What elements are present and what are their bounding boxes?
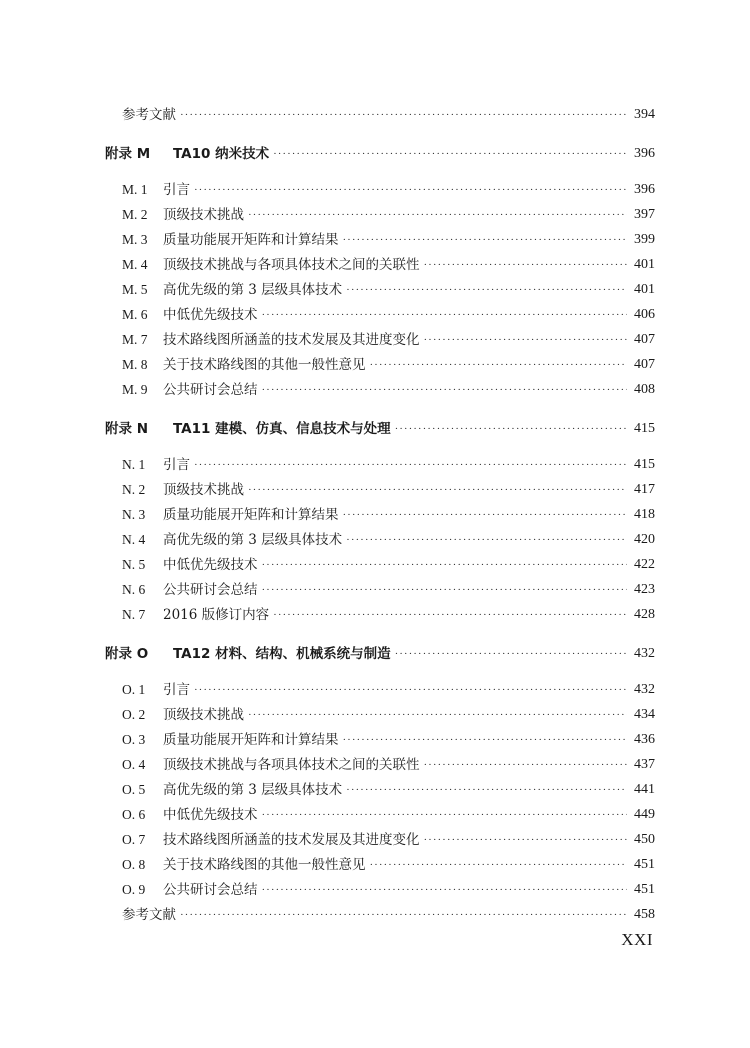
toc-entry-page: 450 — [634, 832, 655, 847]
toc-leader-dots — [346, 278, 627, 302]
toc-entry-title: TA12 材料、结构、机械系统与制造 — [173, 646, 391, 662]
toc-leader-dots — [346, 528, 627, 552]
toc-entry-page: 417 — [634, 482, 655, 497]
toc-entry-page: 406 — [634, 307, 655, 322]
toc-entry-title: 中低优先级技术 — [163, 557, 258, 573]
toc-entry-page: 422 — [634, 557, 655, 572]
toc-section-entry — [122, 328, 655, 352]
toc-leader-dots — [273, 603, 627, 627]
toc-section-entry — [122, 878, 655, 902]
toc-entry-title: 技术路线图所涵盖的技术发展及其进度变化 — [163, 332, 420, 348]
toc-entry-page: 436 — [634, 732, 655, 747]
toc-section-entry — [122, 528, 655, 552]
toc-entry-number: M. 1 — [122, 182, 148, 197]
toc-leader-dots — [343, 228, 628, 252]
toc-entry-page: 396 — [634, 182, 655, 197]
toc-entry-number: O. 5 — [122, 782, 146, 797]
toc-entry-number: 附录 N — [105, 421, 148, 437]
toc-entry-title: 高优先级的第 3 层级具体技术 — [163, 782, 343, 798]
toc-entry-number: M. 2 — [122, 207, 148, 222]
toc-leader-dots — [424, 328, 628, 352]
toc-entry-number: N. 2 — [122, 482, 146, 497]
toc-entry-page: 423 — [634, 582, 655, 597]
toc-entry-title: 质量功能展开矩阵和计算结果 — [163, 732, 339, 748]
toc-references-entry — [122, 903, 655, 927]
toc-entry-title: 公共研讨会总结 — [163, 882, 258, 898]
toc-entry-title: 中低优先级技术 — [163, 807, 258, 823]
toc-chapter-entry — [105, 642, 655, 666]
toc-leader-dots — [262, 878, 628, 902]
toc-entry-number: N. 1 — [122, 457, 146, 472]
toc-leader-dots — [248, 478, 627, 502]
toc-leader-dots — [424, 253, 628, 277]
toc-entry-page: 432 — [634, 646, 655, 661]
toc-chapter-entry — [105, 142, 655, 166]
toc-section-entry — [122, 853, 655, 877]
toc-entry-number: O. 6 — [122, 807, 146, 822]
toc-leader-dots — [194, 678, 627, 702]
toc-leader-dots — [262, 378, 628, 402]
toc-entry-number: 附录 O — [105, 646, 149, 662]
toc-chapter-entry — [105, 417, 655, 441]
toc-section-entry — [122, 553, 655, 577]
toc-section-entry — [122, 728, 655, 752]
toc-entry-title: TA11 建模、仿真、信息技术与处理 — [173, 421, 391, 437]
toc-section-entry — [122, 828, 655, 852]
toc-entry-title: 公共研讨会总结 — [163, 582, 258, 598]
toc-entry-number: M. 3 — [122, 232, 148, 247]
toc-entry-number: O. 8 — [122, 857, 146, 872]
toc-entry-title: 顶级技术挑战 — [163, 482, 244, 498]
toc-entry-page: 408 — [634, 382, 655, 397]
toc-entry-page: 407 — [634, 332, 655, 347]
toc-section-entry — [122, 803, 655, 827]
toc-section-entry — [122, 253, 655, 277]
toc-leader-dots — [343, 728, 628, 752]
toc-leader-dots — [370, 853, 628, 877]
toc-section-entry — [122, 353, 655, 377]
toc-section-entry — [122, 478, 655, 502]
toc-entry-title: 关于技术路线图的其他一般性意见 — [163, 857, 366, 873]
toc-entry-number: O. 4 — [122, 757, 146, 772]
toc-section-entry — [122, 278, 655, 302]
toc-entry-number: O. 3 — [122, 732, 146, 747]
toc-entry-number: N. 3 — [122, 507, 146, 522]
toc-section-entry — [122, 503, 655, 527]
toc-leader-dots — [194, 453, 627, 477]
toc-entry-page: 397 — [634, 207, 655, 222]
toc-entry-number: 附录 M — [105, 146, 151, 162]
toc-entry-page: 420 — [634, 532, 655, 547]
toc-entry-title: 顶级技术挑战与各项具体技术之间的关联性 — [163, 757, 420, 773]
toc-section-entry — [122, 778, 655, 802]
toc-references-entry — [122, 103, 655, 127]
toc-section-entry — [122, 578, 655, 602]
toc-entry-page: 441 — [634, 782, 655, 797]
toc-section-entry — [122, 203, 655, 227]
toc-entry-title: 参考文献 — [122, 107, 176, 123]
toc-entry-page: 418 — [634, 507, 655, 522]
toc-section-entry — [122, 678, 655, 702]
page-number-folio: XXI — [621, 930, 653, 949]
toc-entry-title: TA10 纳米技术 — [173, 146, 270, 162]
toc-entry-page: 415 — [634, 421, 655, 436]
toc-entry-number: M. 7 — [122, 332, 148, 347]
toc-leader-dots — [424, 828, 628, 852]
toc-entry-page: 415 — [634, 457, 655, 472]
toc-leader-dots — [343, 503, 628, 527]
toc-entry-number: N. 4 — [122, 532, 146, 547]
toc-entry-page: 428 — [634, 607, 655, 622]
toc-entry-title: 引言 — [163, 682, 190, 698]
toc-entry-page: 449 — [634, 807, 655, 822]
toc-entry-title: 引言 — [163, 457, 190, 473]
toc-entry-page: 451 — [634, 857, 655, 872]
toc-entry-number: M. 6 — [122, 307, 148, 322]
toc-section-entry — [122, 453, 655, 477]
toc-entry-number: M. 4 — [122, 257, 148, 272]
toc-entry-page: 437 — [634, 757, 655, 772]
toc-section-entry — [122, 603, 655, 627]
toc-leader-dots — [273, 142, 627, 166]
toc-entry-title: 引言 — [163, 182, 190, 198]
toc-leader-dots — [180, 103, 627, 127]
toc-entry-page: 458 — [634, 907, 655, 922]
toc-leader-dots — [180, 903, 627, 927]
toc-entry-page: 434 — [634, 707, 655, 722]
toc-leader-dots — [262, 553, 628, 577]
toc-leader-dots — [346, 778, 627, 802]
toc-entry-title: 技术路线图所涵盖的技术发展及其进度变化 — [163, 832, 420, 848]
toc-entry-number: M. 8 — [122, 357, 148, 372]
toc-entry-title: 顶级技术挑战 — [163, 207, 244, 223]
toc-entry-title: 2016 版修订内容 — [163, 607, 270, 623]
toc-entry-title: 公共研讨会总结 — [163, 382, 258, 398]
toc-entry-title: 顶级技术挑战与各项具体技术之间的关联性 — [163, 257, 420, 273]
toc-leader-dots — [194, 178, 627, 202]
toc-leader-dots — [262, 803, 628, 827]
toc-entry-number: N. 6 — [122, 582, 146, 597]
toc-leader-dots — [248, 203, 627, 227]
toc-entry-title: 关于技术路线图的其他一般性意见 — [163, 357, 366, 373]
toc-entry-number: M. 5 — [122, 282, 148, 297]
toc-entry-page: 401 — [634, 257, 655, 272]
toc-entry-number: O. 7 — [122, 832, 146, 847]
toc-entry-number: M. 9 — [122, 382, 148, 397]
toc-entry-title: 中低优先级技术 — [163, 307, 258, 323]
toc-leader-dots — [395, 417, 627, 441]
toc-leader-dots — [395, 642, 627, 666]
toc-entry-title: 质量功能展开矩阵和计算结果 — [163, 232, 339, 248]
toc-entry-page: 394 — [634, 107, 655, 122]
toc-leader-dots — [370, 353, 628, 377]
toc-entry-number: O. 2 — [122, 707, 146, 722]
toc-leader-dots — [424, 753, 628, 777]
toc-entry-title: 质量功能展开矩阵和计算结果 — [163, 507, 339, 523]
toc-entry-title: 高优先级的第 3 层级具体技术 — [163, 532, 343, 548]
toc-entry-number: O. 1 — [122, 682, 146, 697]
toc-entry-page: 399 — [634, 232, 655, 247]
toc-section-entry — [122, 703, 655, 727]
toc-leader-dots — [262, 303, 628, 327]
toc-section-entry — [122, 303, 655, 327]
toc-entry-number: N. 7 — [122, 607, 146, 622]
toc-entry-number: N. 5 — [122, 557, 146, 572]
toc-entry-page: 407 — [634, 357, 655, 372]
toc-entry-page: 401 — [634, 282, 655, 297]
toc-leader-dots — [262, 578, 628, 602]
toc-section-entry — [122, 228, 655, 252]
toc-entry-page: 396 — [634, 146, 655, 161]
toc-leader-dots — [248, 703, 627, 727]
toc-entry-number: O. 9 — [122, 882, 146, 897]
toc-entry-title: 参考文献 — [122, 907, 176, 923]
toc-section-entry — [122, 178, 655, 202]
toc-entry-page: 451 — [634, 882, 655, 897]
toc-section-entry — [122, 378, 655, 402]
toc-entry-title: 顶级技术挑战 — [163, 707, 244, 723]
toc-entry-page: 432 — [634, 682, 655, 697]
toc-section-entry — [122, 753, 655, 777]
toc-entry-title: 高优先级的第 3 层级具体技术 — [163, 282, 343, 298]
